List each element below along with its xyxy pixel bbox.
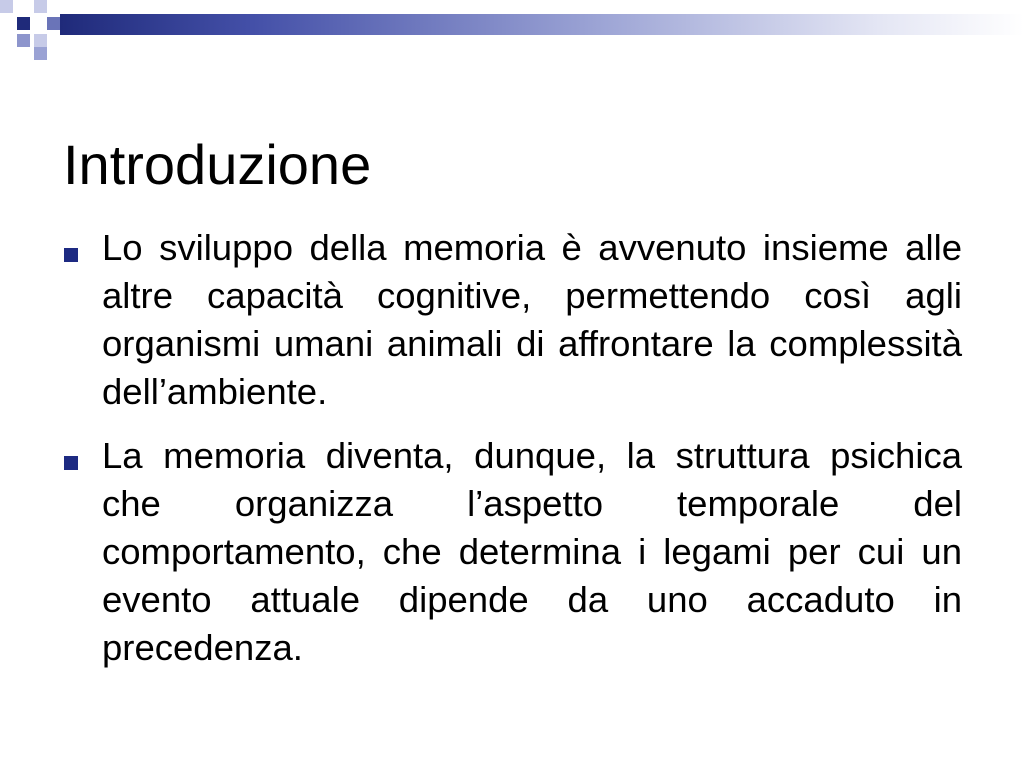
header-gradient-bar	[60, 14, 1024, 35]
bullet-text: La memoria diventa, dunque, la struttura psichica che organizza l’aspetto temporale del comportamento, che determina i legami per cui un evento attuale dipende da uno accaduto in precedenza.	[102, 435, 962, 668]
bullet-item	[64, 224, 962, 416]
corner-square-light	[34, 0, 47, 13]
bullet-item	[64, 432, 962, 672]
square-bullet-icon	[64, 456, 78, 470]
bullet-list	[64, 224, 962, 688]
corner-square-light	[34, 34, 47, 47]
corner-square-light	[34, 47, 47, 60]
square-bullet-icon	[64, 248, 78, 262]
corner-square-mid	[17, 34, 30, 47]
corner-square-dark	[17, 17, 30, 30]
slide-title: Introduzione	[63, 133, 372, 196]
corner-square-light	[0, 0, 13, 13]
corner-square-mid	[47, 17, 60, 30]
bullet-text: Lo sviluppo della memoria è avvenuto insieme alle altre capacità cognitive, permettendo così agli organismi umani animali di affrontare la complessità dell’ambiente.	[102, 227, 962, 412]
